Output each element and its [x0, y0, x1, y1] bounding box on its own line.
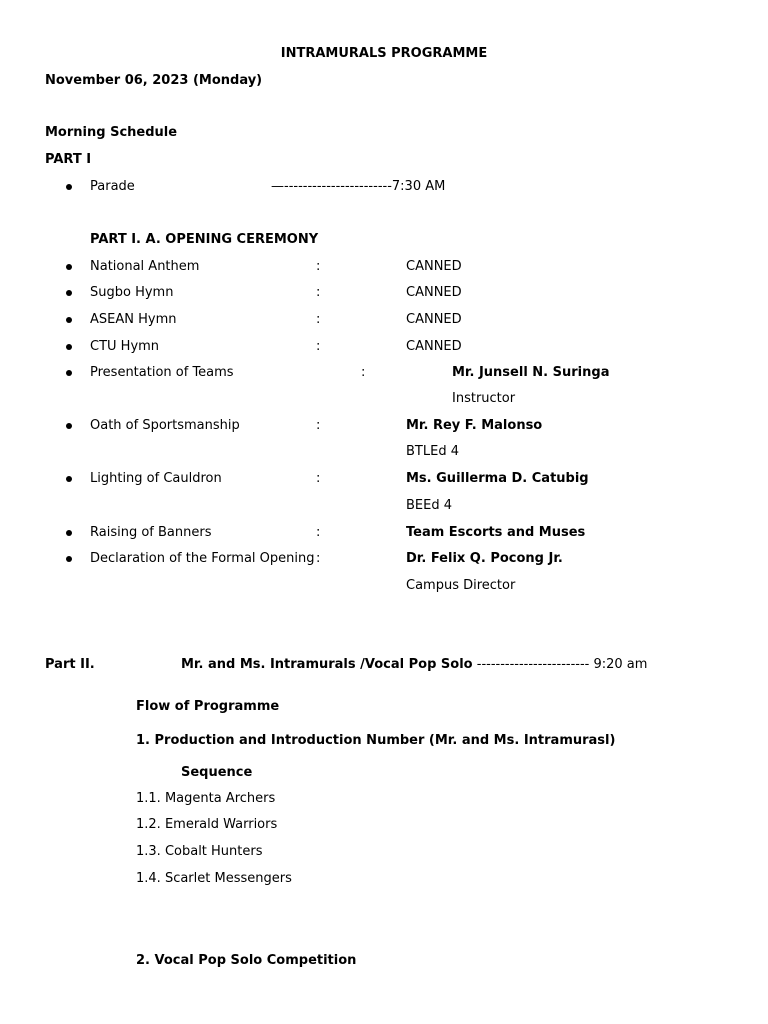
item-label: Declaration of the Formal Opening — [90, 551, 315, 566]
item-separator: : — [316, 285, 321, 300]
part2-title: Mr. and Ms. Intramurals /Vocal Pop Solo — [181, 657, 473, 672]
part2-time: ------------------------ 9:20 am — [472, 657, 648, 672]
sequence-heading: Sequence — [181, 765, 253, 780]
item-separator: : — [361, 365, 366, 380]
parade-time: —-----------------------7:30 AM — [271, 179, 446, 194]
document-title: INTRAMURALS PROGRAMME — [280, 46, 488, 61]
item-subtitle: BTLEd 4 — [406, 444, 459, 459]
item-label: Sugbo Hymn — [90, 285, 174, 300]
parade-label: Parade — [90, 179, 135, 194]
item-label: Presentation of Teams — [90, 365, 234, 380]
item-separator: : — [316, 339, 321, 354]
part2-label: Part II. — [45, 657, 95, 672]
item-separator: : — [316, 551, 321, 566]
bullet — [66, 264, 72, 270]
bullet — [66, 423, 72, 429]
item-separator: : — [316, 418, 321, 433]
item-label: ASEAN Hymn — [90, 312, 177, 327]
bullet — [66, 370, 72, 376]
item-value: Mr. Rey F. Malonso — [406, 418, 543, 433]
item-value: CANNED — [406, 259, 462, 274]
item-value: Mr. Junsell N. Suringa — [452, 365, 610, 380]
sequence-item: 1.1. Magenta Archers — [136, 791, 276, 806]
part1-heading: PART I — [45, 152, 92, 167]
bullet — [66, 476, 72, 482]
sequence-item: 1.2. Emerald Warriors — [136, 817, 278, 832]
item-separator: : — [316, 259, 321, 274]
opening-ceremony-heading: PART I. A. OPENING CEREMONY — [90, 232, 319, 247]
item-value: Dr. Felix Q. Pocong Jr. — [406, 551, 563, 566]
item-value: CANNED — [406, 312, 462, 327]
document-date: November 06, 2023 (Monday) — [45, 73, 263, 88]
item-subtitle: Campus Director — [406, 578, 516, 593]
morning-schedule-heading: Morning Schedule — [45, 125, 178, 140]
item-value: Team Escorts and Muses — [406, 525, 586, 540]
item-label: National Anthem — [90, 259, 200, 274]
item-label: CTU Hymn — [90, 339, 160, 354]
item-separator: : — [316, 312, 321, 327]
item-label: Raising of Banners — [90, 525, 212, 540]
item-value: CANNED — [406, 339, 462, 354]
item-subtitle: Instructor — [452, 391, 516, 406]
part2-title-line — [181, 657, 647, 673]
item-subtitle: BEEd 4 — [406, 498, 453, 513]
item-label: Lighting of Cauldron — [90, 471, 222, 486]
flow-item-2: 2. Vocal Pop Solo Competition — [136, 953, 357, 968]
sequence-item: 1.4. Scarlet Messengers — [136, 871, 292, 886]
item-separator: : — [316, 525, 321, 540]
item-separator: : — [316, 471, 321, 486]
bullet — [66, 556, 72, 562]
bullet — [66, 290, 72, 296]
flow-heading: Flow of Programme — [136, 699, 280, 714]
bullet — [66, 344, 72, 350]
item-value: CANNED — [406, 285, 462, 300]
flow-item-1: 1. Production and Introduction Number (Mr. and Ms. Intramurasl) — [136, 733, 616, 748]
bullet — [66, 317, 72, 323]
item-label: Oath of Sportsmanship — [90, 418, 240, 433]
sequence-item: 1.3. Cobalt Hunters — [136, 844, 263, 859]
bullet — [66, 530, 72, 536]
bullet — [66, 184, 72, 190]
item-value: Ms. Guillerma D. Catubig — [406, 471, 589, 486]
